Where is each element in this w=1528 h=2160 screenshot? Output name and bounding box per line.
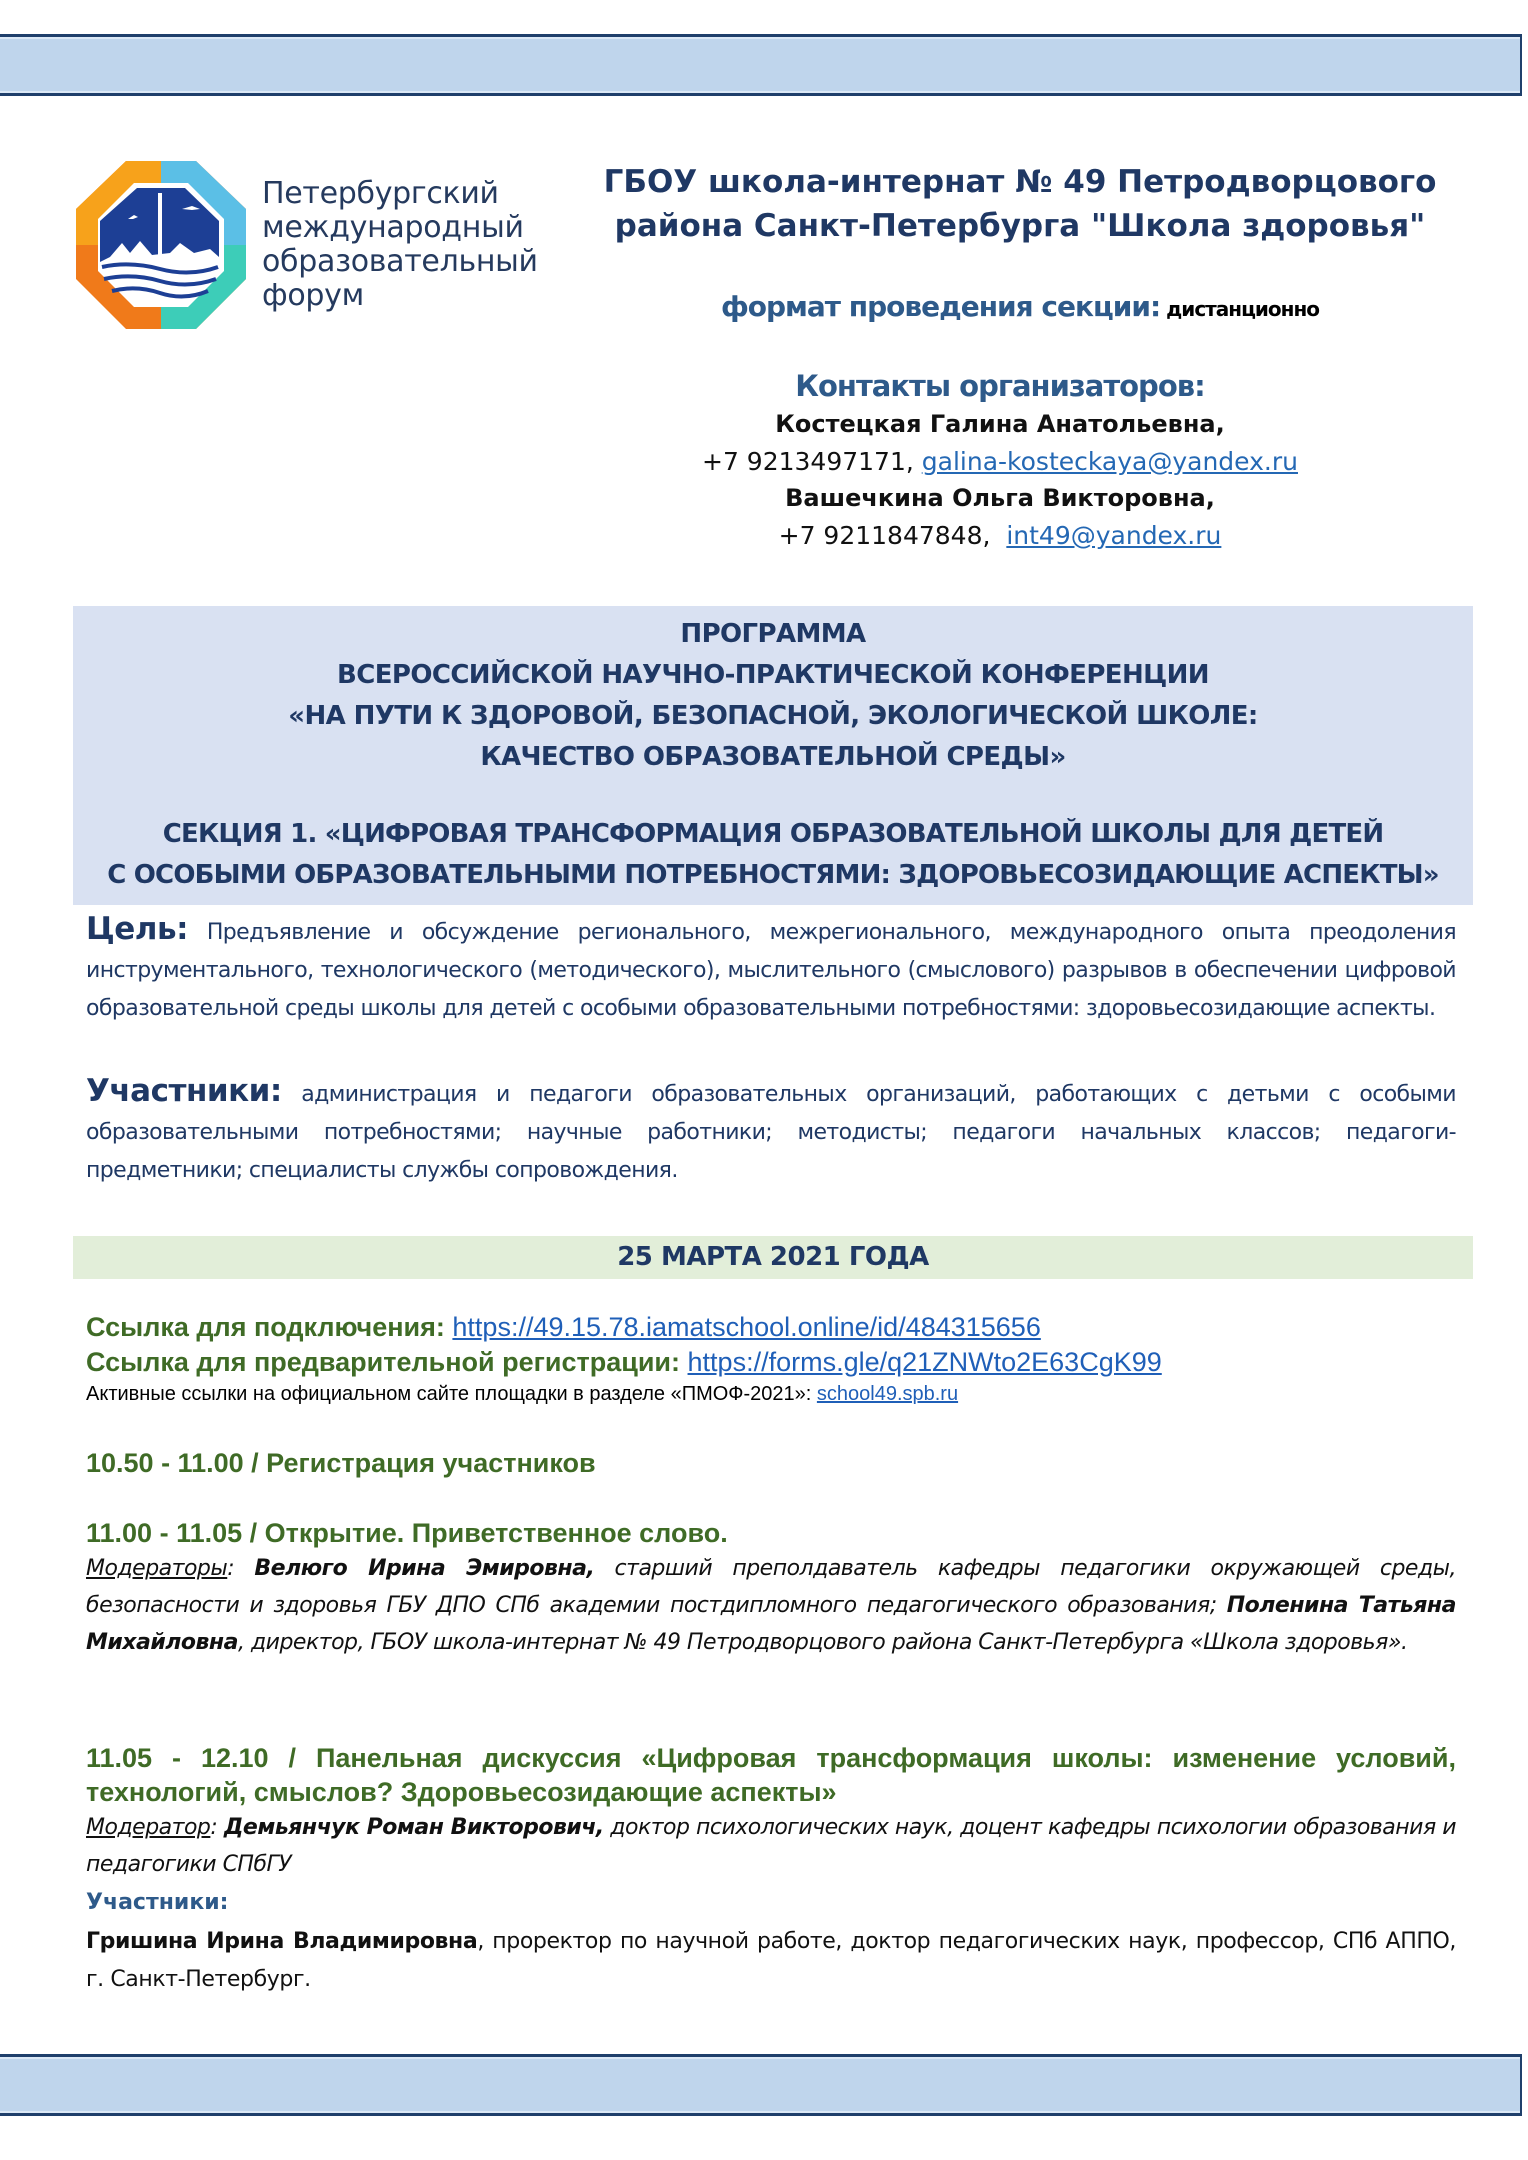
goal-text: Предъявление и обсуждение регионального, межрегионального, международного опыта преодоления инструментального, технологического (методического), мыслительного (смыслового) разрывов в обеспечении цифровой образовательной среды школы для детей с особыми образовательными потребностями: здоровьесозидающие аспекты.	[86, 920, 1456, 1021]
logo-line: образовательный	[262, 244, 538, 279]
section-format	[560, 290, 1480, 323]
organizer-contacts	[640, 366, 1360, 554]
register-link-row	[86, 1345, 1486, 1380]
participants-heading: Участники:	[86, 1890, 229, 1915]
footer-band	[0, 2054, 1522, 2116]
schedule-time-title: 11.00 - 11.05 / Открытие. Приветственное слово.	[86, 1518, 728, 1548]
moderator-name: Велюго Ирина Эмировна,	[254, 1556, 595, 1581]
goal-paragraph	[86, 910, 1456, 1028]
participant-name: Гришина Ирина Владимировна	[86, 1929, 478, 1954]
register-link[interactable]: https://forms.gle/q21ZNWto2E63CgK99	[687, 1347, 1162, 1377]
connect-label: Ссылка для подключения:	[86, 1312, 453, 1342]
moderator-desc: , директор, ГБОУ школа-интернат № 49 Петродворцового района Санкт-Петербурга «Школа здоровья».	[237, 1630, 1408, 1655]
contact-phone: +7 9213497171,	[702, 447, 922, 476]
participants-paragraph	[86, 1072, 1456, 1190]
program-title-line: «НА ПУТИ К ЗДОРОВОЙ, БЕЗОПАСНОЙ, ЭКОЛОГИЧЕСКОЙ ШКОЛЕ:	[288, 701, 1258, 731]
participants-label: Участники:	[86, 1073, 282, 1109]
forum-logo-emblem	[70, 157, 252, 333]
colon: :	[210, 1815, 224, 1840]
format-label: формат проведения секции:	[720, 290, 1161, 323]
schedule-item	[86, 1741, 1456, 1999]
goal-label: Цель:	[86, 911, 188, 947]
moderator	[86, 1809, 1456, 1883]
organizer-line: района Санкт-Петербурга "Школа здоровья"	[614, 208, 1426, 244]
moderator-label: Модератор	[86, 1815, 211, 1840]
schedule-time-title: 10.50 - 11.00 / Регистрация участников	[86, 1448, 596, 1478]
contact-line	[640, 517, 1360, 554]
forum-logo	[70, 155, 545, 335]
organizer-line: ГБОУ школа-интернат № 49 Петродворцового	[603, 164, 1437, 200]
moderators	[86, 1550, 1456, 1661]
participants-text: администрация и педагоги образовательных организаций, работающих с детьми с особыми образовательными потребностями; научные работники; методисты; педагоги начальных классов; педагоги-предметники; специалисты службы сопровождения.	[86, 1082, 1456, 1183]
contact-phone: +7 9211847848,	[778, 521, 1007, 550]
schedule-item	[86, 1446, 1456, 1480]
contacts-heading: Контакты организаторов:	[795, 369, 1205, 403]
section-title-line: СЕКЦИЯ 1. «ЦИФРОВАЯ ТРАНСФОРМАЦИЯ ОБРАЗОВАТЕЛЬНОЙ ШКОЛЫ ДЛЯ ДЕТЕЙ	[162, 819, 1384, 849]
connect-link-row	[86, 1310, 1486, 1345]
program-title-line: ПРОГРАММА	[680, 619, 866, 649]
organizer-title	[560, 160, 1480, 248]
event-date: 25 МАРТА 2021 ГОДА	[73, 1236, 1473, 1279]
logo-line: международный	[262, 210, 524, 245]
format-value: дистанционно	[1160, 297, 1320, 321]
moderator-desc: старший преполдаватель кафедры педагогики окружающей среды, безопасности и здоровья ГБУ ДПО СПб академии постдипломного педагогического образования;	[86, 1556, 1457, 1618]
logo-text	[262, 177, 538, 313]
connect-link[interactable]: https://49.15.78.iamatschool.online/id/484315656	[452, 1312, 1041, 1342]
contact-line	[640, 443, 1360, 480]
links-note	[86, 1380, 1486, 1408]
program-title-box	[73, 606, 1473, 905]
links-note-text: Активные ссылки на официальном сайте площадки в разделе «ПМОФ-2021»:	[86, 1383, 817, 1405]
schedule-time-title: 11.05 - 12.10 / Панельная дискуссия «Цифровая трансформация школы: изменение условий, технологий, смыслов? Здоровьесозидающие аспекты»	[86, 1743, 1456, 1807]
logo-line: Петербургский	[262, 176, 499, 211]
participant-desc: , проректор по научной работе, доктор педагогических наук, профессор, СПб АППО, г. Санкт-Петербург.	[86, 1929, 1456, 1992]
register-label: Ссылка для предварительной регистрации:	[86, 1347, 688, 1377]
section-title-line: С ОСОБЫМИ ОБРАЗОВАТЕЛЬНЫМИ ПОТРЕБНОСТЯМИ: ЗДОРОВЬЕСОЗИДАЮЩИЕ АСПЕКТЫ»	[107, 860, 1439, 890]
site-link[interactable]: school49.spb.ru	[816, 1383, 959, 1405]
contact-name: Костецкая Галина Анатольевна,	[775, 410, 1225, 438]
section-title	[73, 814, 1473, 896]
links-block	[86, 1310, 1486, 1408]
participant-entry	[86, 1923, 1456, 1999]
moderator-desc: доктор психологических наук, доцент кафедры психологии образования и педагогики СПбГУ	[86, 1815, 1457, 1877]
moderator-name: Поленина Татьяна Михайловна	[86, 1593, 1456, 1655]
moderators-label: Модераторы	[86, 1556, 228, 1581]
program-title-line: ВСЕРОССИЙСКОЙ НАУЧНО-ПРАКТИЧЕСКОЙ КОНФЕРЕНЦИИ	[337, 660, 1209, 690]
program-title	[73, 606, 1473, 778]
moderator-name: Демьянчук Роман Викторович,	[223, 1815, 604, 1840]
header-band	[0, 34, 1522, 96]
contact-email-link[interactable]: galina-kosteckaya@yandex.ru	[921, 447, 1298, 476]
logo-line: форум	[262, 278, 364, 313]
contact-email-link[interactable]: int49@yandex.ru	[1006, 521, 1222, 550]
contact-name: Вашечкина Ольга Викторовна,	[785, 484, 1215, 512]
schedule-item	[86, 1516, 1456, 1661]
colon: :	[227, 1556, 255, 1581]
program-title-line: КАЧЕСТВО ОБРАЗОВАТЕЛЬНОЙ СРЕДЫ»	[480, 742, 1066, 772]
